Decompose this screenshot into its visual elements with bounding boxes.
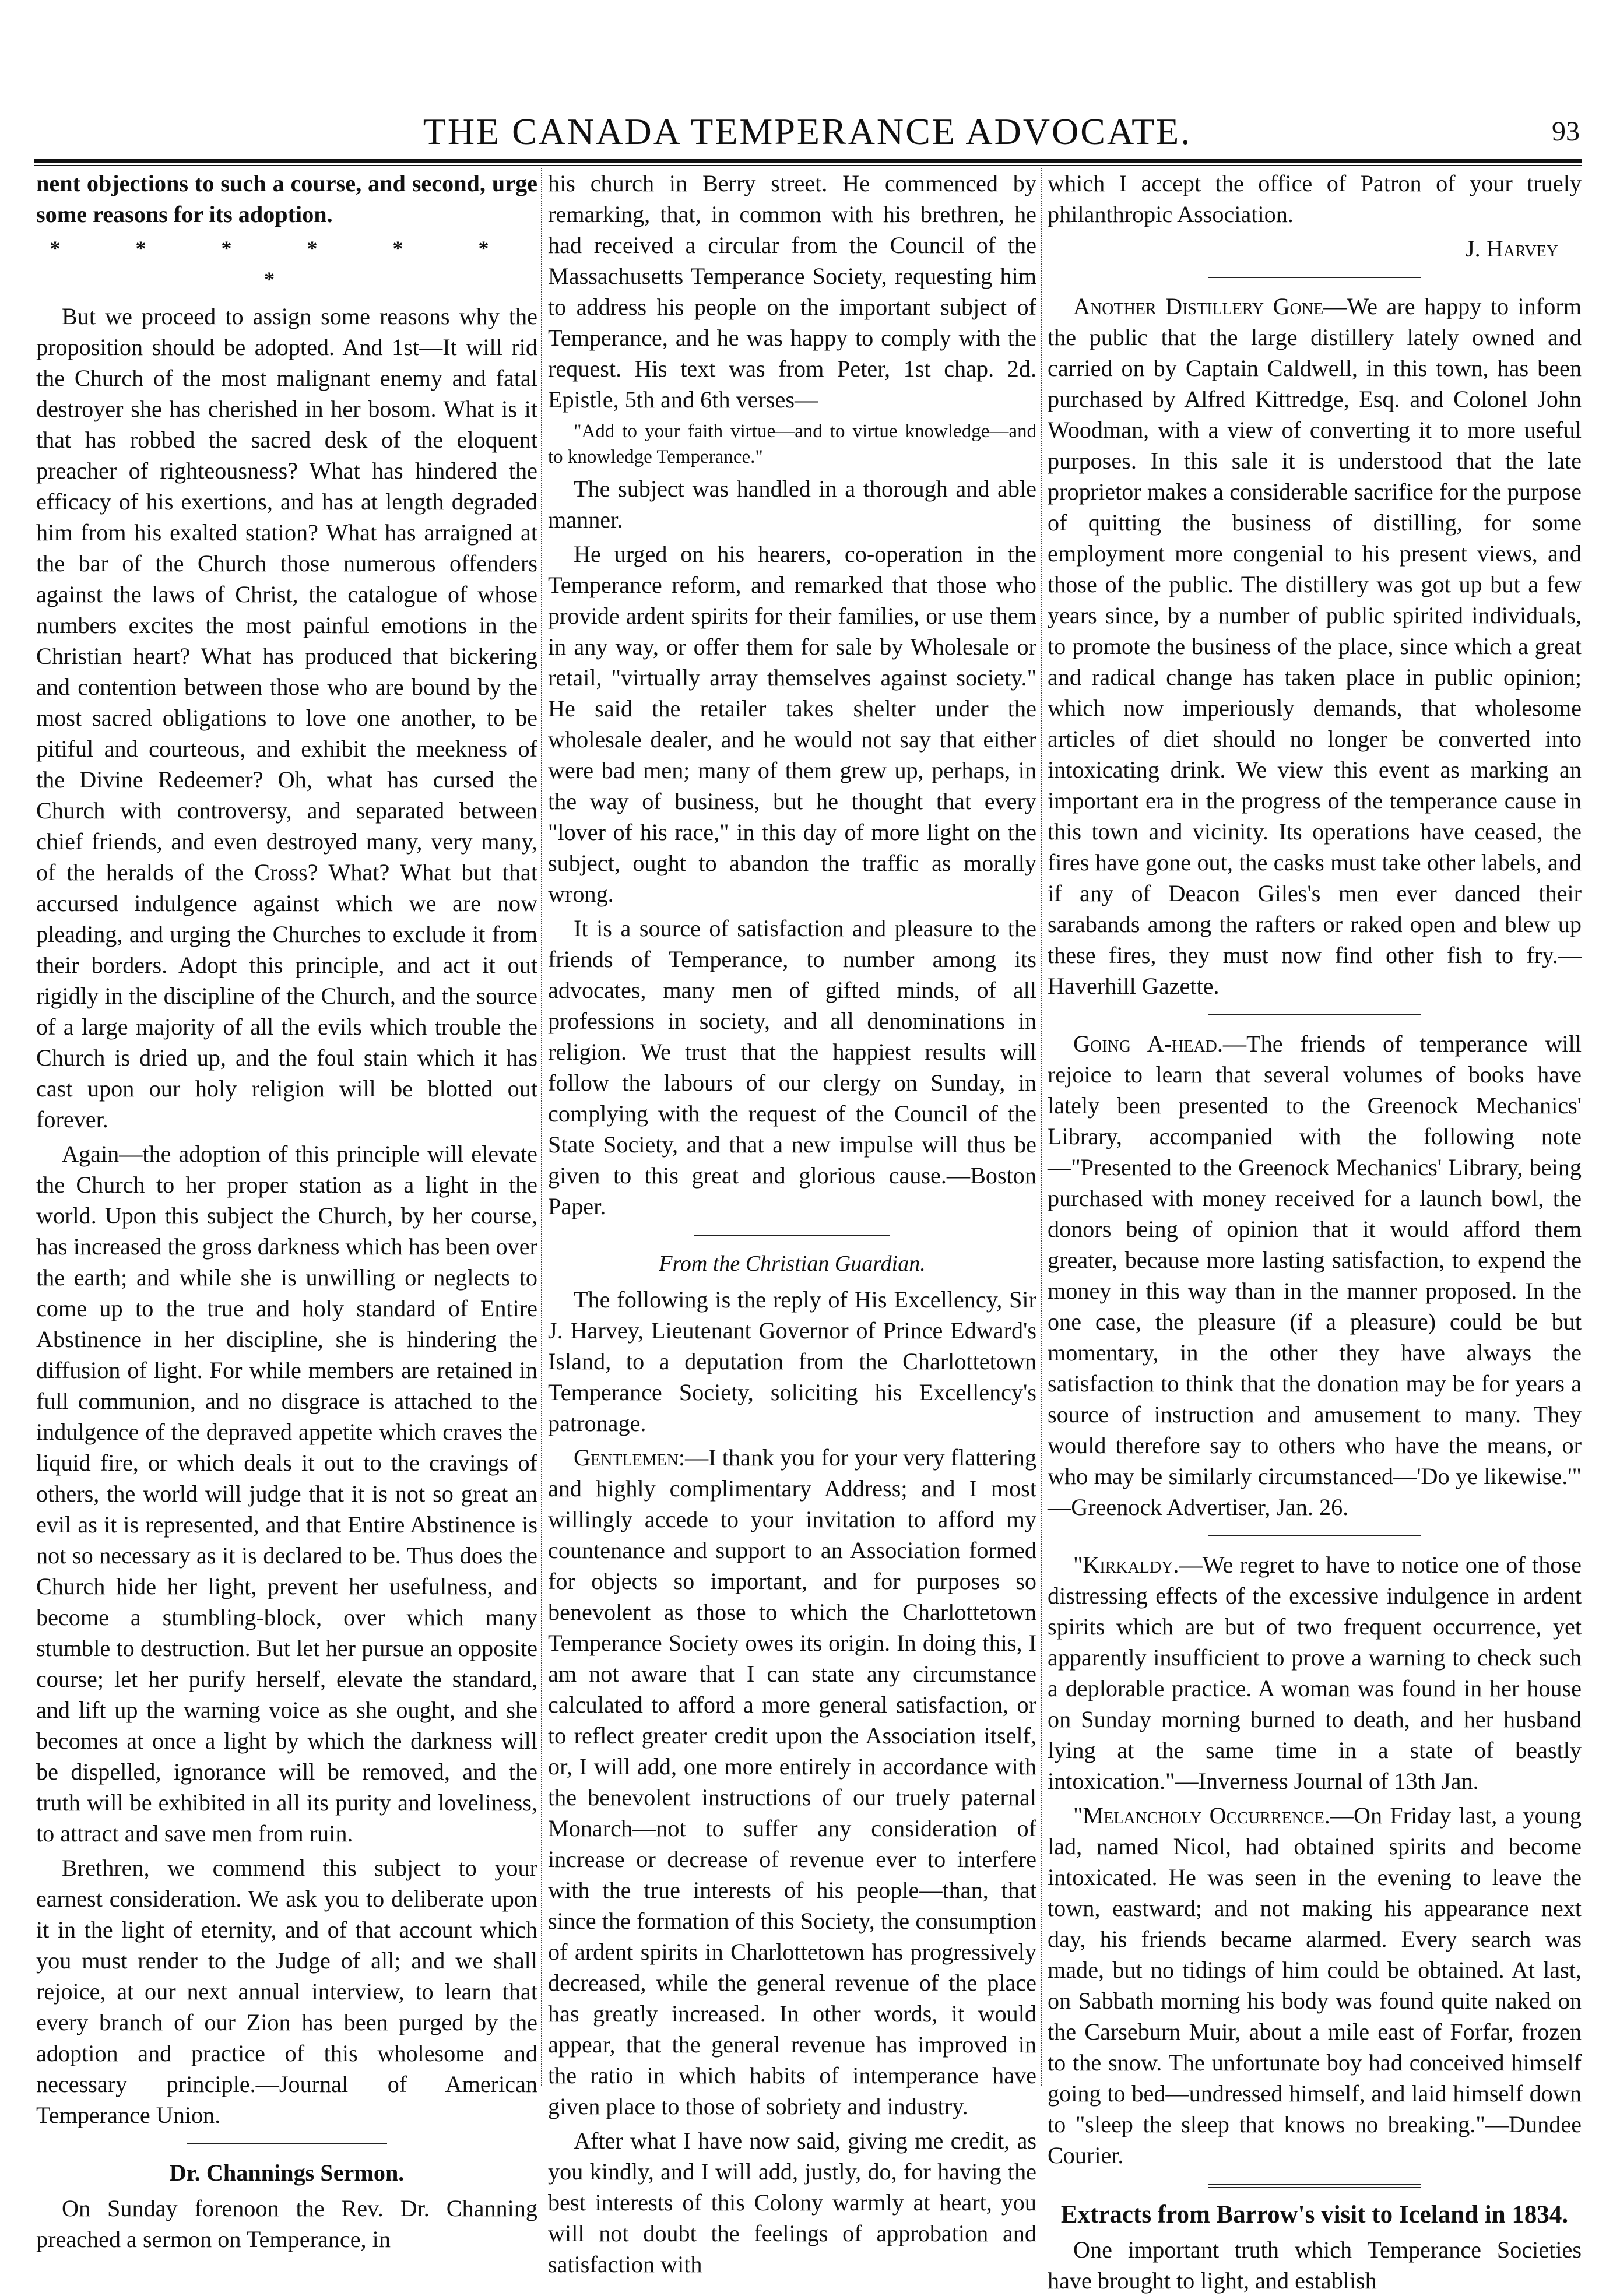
article-separator — [187, 2143, 387, 2144]
article-separator — [1208, 1535, 1421, 1536]
lead-in: "Melancholy Occurrence. — [1073, 1802, 1330, 1829]
article-text: But we proceed to assign some reasons why the proposition should be adopted. And 1st—It will rid the Church of the most malignant enemy and fatal destroyer she has cherished in her bosom. What is it that has robbed the sacred desk of the eloquent preacher of righteousness? What has hindered the efficacy of his exertions, and has at length degraded him from his exalted station? What has arraigned at the bar of the Church those numerous offenders against the laws of Christ, the catalogue of whose numbers excites the most painful emotions in the Christian heart? What has produced that bickering and contention between those who are bound by the most sacred obligations to love one another, to be pitiful and courteous, and exhibit the meekness of the Divine Redeemer? Oh, what has cursed the Church with controversy, and separated between chief friends, and even destroyed many, very many, of the heralds of the Cross? What? What but that accursed indulgence against which we are now pleading, and urging the Churches to exclude it from their borders. Adopt this principle, and act it out rigidly in the discipline of the Church, and the source of a large majority of all the evils which trouble the Church is dried up, and the foul stain which it has cast upon our holy religion will be blotted out forever. — [36, 303, 537, 1133]
article-separator — [1208, 277, 1421, 278]
article-text: It is a source of satisfaction and pleasure to the friends of Temperance, to number among its advocates, many men of gifted minds, of all professions in society, and all denominations in religion. We trust that the happiest results will follow the labours of our clergy on Sunday, in complying with the request of the Council of the State Society, and that a new impulse will thus be given to this great and glorious cause.—Boston Paper. — [548, 915, 1036, 1219]
article-text: The subject was handled in a thorough and able manner. — [548, 476, 1036, 533]
article-separator — [1208, 2184, 1421, 2188]
lead-in: Gentlemen — [574, 1444, 679, 1471]
article-text — [548, 1442, 1036, 2122]
article-text: One important truth which Temperance Societies have brought to light, and establish — [1048, 2237, 1582, 2294]
masthead-rule — [34, 159, 1582, 166]
article-text — [1048, 291, 1582, 1001]
column-divider-2 — [1041, 168, 1042, 2086]
lead-in: "Kirkaldy. — [1073, 1552, 1179, 1578]
masthead — [35, 108, 1580, 155]
article-separator — [1208, 1014, 1421, 1015]
article-body: :—I thank you for your very flattering and highly complimentary Address; and I most willingly accede to your invitation to afford my countenance and support to an Association formed for objects so important, and for purposes so benevolent as those to which the Charlottetown Temperance Society owes its origin. In doing this, I am not aware that I can state any circumstance calculated to afford a more general satisfaction, or to reflect greater credit upon the Association itself, or, I will add, one more entirely in accordance with the benevolent instructions of our truely paternal Monarch—not to suffer any consideration of increase or decrease of revenue ever to interfere with the true interests of his people—than, that since the formation of this Society, the consumption of ardent spirits in Charlottetown has progressively decreased, while the general revenue of the place has greatly increased. In other words, it would appear, that the general revenue has improved in the ratio in which habits of intemperance have given place to those of sobriety and industry. — [548, 1444, 1036, 2119]
signature: J. Harvey — [1466, 235, 1558, 262]
article-text: which I accept the office of Patron of your truely philanthropic Association. — [1048, 170, 1582, 227]
article-text — [1048, 1800, 1582, 2171]
newspaper-title: THE CANADA TEMPERANCE ADVOCATE. — [423, 111, 1192, 152]
article-text: Again—the adoption of this principle will elevate the Church to her proper station as a light in the world. Upon this subject the Church, by her course, has increased the gross darkness which has been over the earth; and while she is unwilling or neglects to come up to the true and holy standard of Entire Abstinence in her discipline, she is hindering the diffusion of light. For while members are retained in full communion, and no disgrace is attached to the indulgence of the depraved appetite which craves the liquid fire, or which deals it out to the cravings of others, the world will judge that it is not so great an evil as it is represented, and that Entire Abstinence is not so necessary as it is declared to be. Thus does the Church hide her light, prevent her usefulness, and become a stumbling-block, over which many stumble to destruction. But let her pursue an opposite course; let her purify herself, elevate the standard, and lift up the warning voice as she ought, and she becomes at once a light by which the darkness will be dispelled, ignorance will be removed, and the truth will be exhibited in all its purity and loveliness, to attract and save men from ruin. — [36, 1141, 537, 1847]
lead-in: Another Distillery Gone — [1073, 293, 1324, 319]
article-text: He urged on his hearers, co-operation in the Temperance reform, and remarked that those who provide ardent spirits for their families, or use them in any way, or offer them for sale by Wholesale or retail, "virtually array themselves against society." He said the retailer takes shelter under the wholesale dealer, and he would not say that either were bad men; many of them grew up, perhaps, in the way of business, but he thought that every "lover of his race," in this day of more light on the subject, ought to abandon the traffic as morally wrong. — [548, 541, 1036, 907]
article-body: —The friends of temperance will rejoice to learn that several volumes of books have lately been presented to the Greenock Mechanics' Library, accompanied with the following note—"Presented to the Greenock Mechanics' Library, being purchased with money received for a launch bowl, the donors being of opinion that it would afford them greater, because more lasting satisfaction, to expend the money in this way than in the manner proposed. In the one case, the pleasure (if a pleasure) could be but momentary, in the other they have always the satisfaction to think that the donation may be for years a source of instruction and amusement to many. They would therefore say to others who have the means, or who may be similarly circumstanced—'Do ye likewise.'" —Greenock Advertiser, Jan. 26. — [1048, 1031, 1582, 1520]
article-text — [1048, 1549, 1582, 1796]
column-2 — [548, 168, 1036, 2277]
article-text: nent objections to such a course, and second, urge some reasons for its adoption. — [36, 170, 537, 227]
column-3 — [1048, 168, 1582, 2294]
article-body: —On Friday last, a young lad, named Nicol, had obtained spirits and become intoxicated. He was seen in the evening to leave the town, eastward; and not making his appearance next day, his friends became alarmed. Every search was made, but no tidings of him could be obtained. At last, on Sabbath morning his body was found quite naked on the Carseburn Muir, about a mile east of Forfar, frozen to the snow. The unfortunate boy had conceived himself going to bed—undressed himself, and laid himself down to "sleep the sleep that knows no breaking."—Dundee Courier. — [1048, 1802, 1582, 2168]
column-1 — [36, 168, 537, 2252]
article-body: —We regret to have to notice one of those distressing effects of the excessive indulgence in ardent spirits which are but of two frequent occurrence, yet apparently insufficient to prove a warning to check such a deplorable practice. A woman was found in her house on Sunday morning burned to death, and her husband lying at the same time in a state of beastly intoxication."—Inverness Journal of 13th Jan. — [1048, 1552, 1582, 1794]
article-text: On Sunday forenoon the Rev. Dr. Channing preached a sermon on Temperance, in — [36, 2195, 537, 2252]
article-text: his church in Berry street. He commenced by remarking, that, in common with his brethren, he had received a circular from the Council of the Massachusetts Temperance Society, requesting him to address his people on the important subject of Temperance, and he was happy to comply with the request. His text was from Peter, 1st chap. 2d. Epistle, 5th and 6th verses— — [548, 170, 1036, 413]
article-heading: From the Christian Guardian. — [659, 1251, 926, 1276]
scripture-quote: "Add to your faith virtue—and to virtue knowledge—and to knowledge Temperance." — [548, 421, 1036, 467]
article-text: After what I have now said, giving me credit, as you kindly, and I will add, justly, do, for having the best interests of this Colony warmly at heart, you will not doubt the feelings of approbation and satisfaction with — [548, 2128, 1036, 2277]
section-break-stars: * * * * * * * — [50, 237, 524, 291]
article-separator — [694, 1235, 890, 1236]
page-number: 93 — [1552, 116, 1580, 147]
lead-in: Going A-head. — [1073, 1031, 1223, 1057]
column-divider-1 — [541, 168, 542, 2086]
article-text: The following is the reply of His Excellency, Sir J. Harvey, Lieutenant Governor of Prince Edward's Island, to a deputation from the Charlottetown Temperance Society, soliciting his Excellency's patronage. — [548, 1286, 1036, 1436]
article-heading: Extracts from Barrow's visit to Iceland in 1834. — [1060, 2201, 1569, 2228]
article-body: —We are happy to inform the public that the large distillery lately owned and carried on by Captain Caldwell, in this town, has been purchased by Alfred Kittredge, Esq. and Colonel John Woodman, with a view of converting it to more useful purposes. In this sale it is understood that the late proprietor makes a considerable sacrifice for the purpose of quitting the business of distilling, for some employment more congenial to his present views, and those of the public. The distillery was got up but a few years since, by a number of public spirited individuals, to promote the business of the place, since which a great and radical change has taken place in public opinion; which now imperiously demands, that wholesome articles of diet should no longer be converted into intoxicating drink. We view this event as marking an important era in the progress of the temperance cause in this town and vicinity. Its operations have ceased, the fires have gone out, the casks must take other labels, and if any of Deacon Giles's men ever danced their sarabands among the rafters or raked open and blew up these fires, they must now find other fish to fry.—Haverhill Gazette. — [1048, 293, 1582, 999]
article-text: Brethren, we commend this subject to your earnest consideration. We ask you to deliberate upon it in the light of eternity, and of that account which you must render to the Judge of all; and we shall rejoice, at our next annual interview, to learn that every branch of our Zion has been purged by the adoption and practice of this wholesome and necessary principle.—Journal of American Temperance Union. — [36, 1855, 537, 2128]
article-heading: Dr. Channings Sermon. — [169, 2160, 405, 2186]
article-text — [1048, 1028, 1582, 1523]
